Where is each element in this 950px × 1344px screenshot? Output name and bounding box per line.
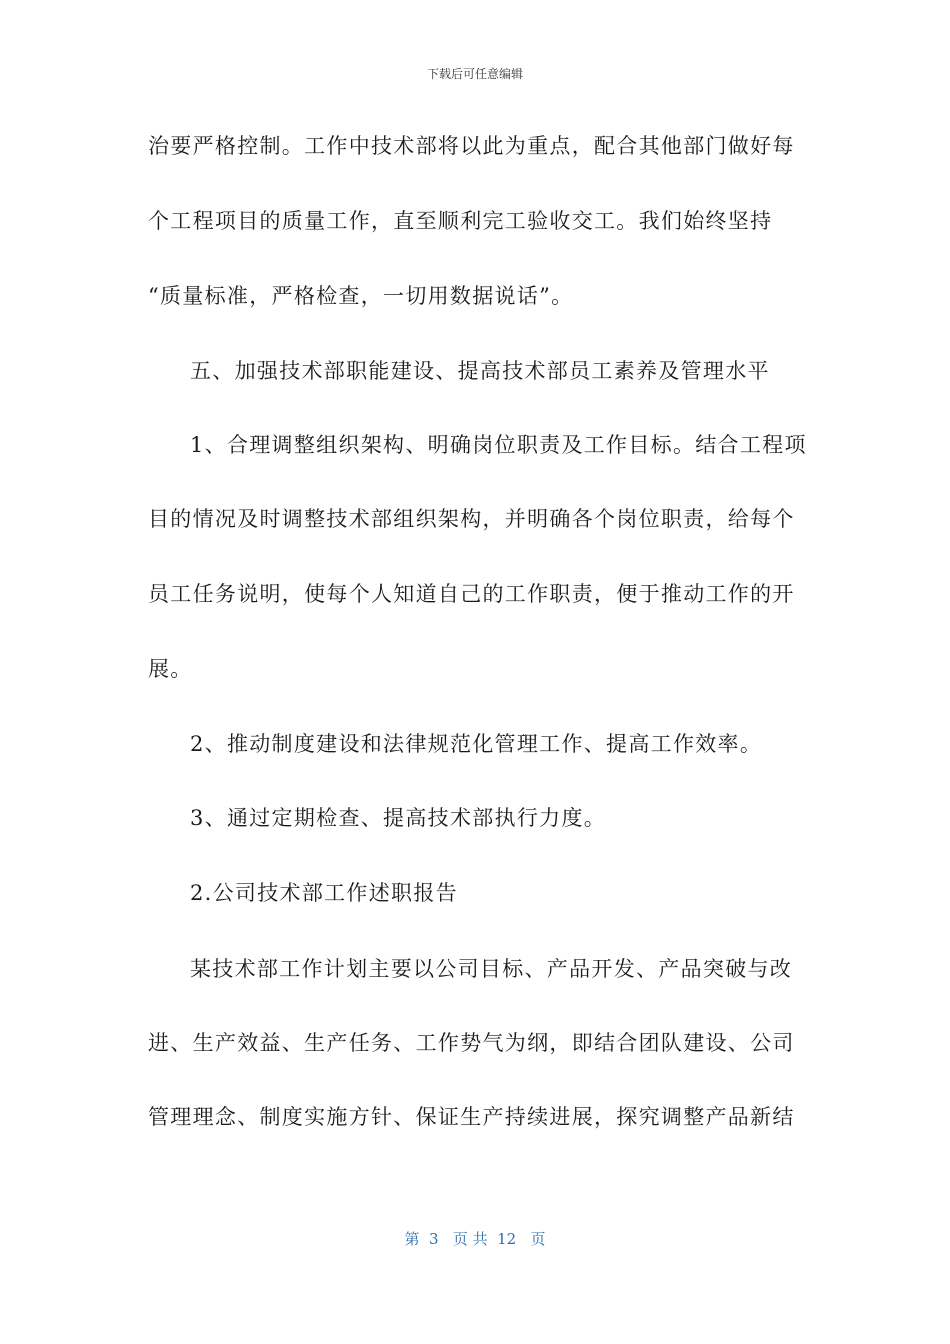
body-line: 进、生产效益、生产任务、工作势气为纲，即结合团队建设、公司 [148, 1031, 795, 1055]
body-line: 3、通过定期检查、提高技术部执行力度。 [190, 806, 607, 830]
body-line: “质量标准，严格检查，一切用数据说话”。 [148, 284, 574, 308]
body-line: 1、合理调整组织架构、明确岗位职责及工作目标。结合工程项 [190, 433, 807, 457]
section-heading: 2.公司技术部工作述职报告 [190, 881, 458, 905]
body-line: 展。 [148, 657, 193, 681]
body-line: 目的情况及时调整技术部组织架构，并明确各个岗位职责，给每个 [148, 507, 795, 531]
body-line: 管理理念、制度实施方针、保证生产持续进展，探究调整产品新结 [148, 1105, 795, 1129]
body-line: 2、推动制度建设和法律规范化管理工作、提高工作效率。 [190, 732, 763, 756]
body-line: 某技术部工作计划主要以公司目标、产品开发、产品突破与改 [190, 957, 793, 981]
body-line: 员工任务说明，使每个人知道自己的工作职责，便于推动工作的开 [148, 582, 795, 606]
page-header: 下载后可任意编辑 [426, 67, 523, 81]
body-line: 个工程项目的质量工作，直至顺利完工验收交工。我们始终坚持 [148, 209, 773, 233]
body-line: 治要严格控制。工作中技术部将以此为重点，配合其他部门做好每 [148, 134, 795, 158]
section-heading: 五、加强技术部职能建设、提高技术部员工素养及管理水平 [190, 359, 770, 383]
page-footer: 第 3 页 共 12 页 [404, 1230, 546, 1248]
